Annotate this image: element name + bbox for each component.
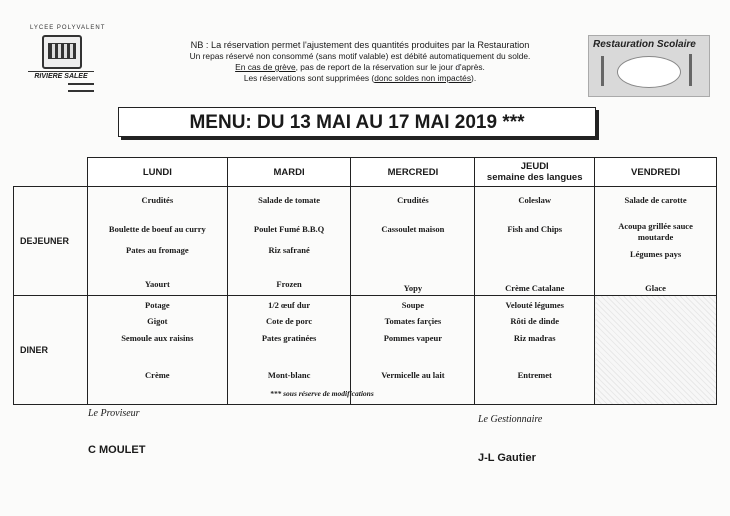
note-line-1: NB : La réservation permet l'ajustement des quantités produites par la Restauration xyxy=(190,40,530,50)
menu-title: MENU: DU 13 MAI AU 17 MAI 2019 *** xyxy=(118,107,596,137)
menu-cell xyxy=(87,296,227,405)
meal-row-label: DINER xyxy=(14,296,88,405)
gestionnaire-name: J-L Gautier xyxy=(478,452,536,464)
meal-row-label: DEJEUNER xyxy=(14,187,88,296)
day-header-mercredi xyxy=(351,158,475,187)
note-line-4b: ). xyxy=(471,73,477,83)
dish-item: Vermicelle au lait xyxy=(381,370,445,380)
dish-item: Tomates farçies xyxy=(384,316,442,326)
menu-table xyxy=(13,157,717,405)
dish-item: Cote de porc xyxy=(266,316,313,326)
day-name: VENDREDI xyxy=(631,166,681,178)
note-line-2: Un repas réservé non consommé (sans motif valable) est débité automatiquement du solde. xyxy=(189,51,531,61)
dish-item: Riz safrané xyxy=(268,245,310,255)
logo-town: RIVIERE SALEE xyxy=(28,71,94,80)
school-building-icon xyxy=(42,35,82,69)
note-line-4 xyxy=(140,73,580,84)
day-header-lundi xyxy=(87,158,227,187)
meal-row-dejeuner xyxy=(14,187,717,296)
dish-item: Frozen xyxy=(276,279,302,289)
day-header-mardi xyxy=(227,158,351,187)
school-logo xyxy=(28,25,106,89)
day-name: MARDI xyxy=(273,166,305,178)
reservation-notes xyxy=(140,40,580,84)
dish-item: Coleslaw xyxy=(518,195,552,205)
dish-item: Soupe xyxy=(401,300,424,310)
logo-arc-text: LYCEE POLYVALENT xyxy=(30,25,106,31)
badge-title: Restauration Scolaire xyxy=(593,39,696,50)
dish-item: Pates au fromage xyxy=(126,245,189,255)
note-line-4u: donc soldes non impactés xyxy=(374,73,472,83)
note-line-4a: Les réservations sont supprimées ( xyxy=(243,73,375,83)
note-strike-text: , pas de report de la réservation sur le jour d'après. xyxy=(295,62,485,72)
dish-item: Salade de carotte xyxy=(624,195,687,205)
menu-cell xyxy=(475,296,595,405)
day-name: LUNDI xyxy=(142,166,172,178)
day-header-row xyxy=(14,158,717,187)
dish-item: Fish and Chips xyxy=(507,224,563,234)
note-line-3 xyxy=(140,62,580,73)
dish-item: Pommes vapeur xyxy=(383,333,443,343)
dish-item: Entremet xyxy=(517,370,552,380)
menu-cell xyxy=(351,187,475,296)
fork-icon xyxy=(601,56,604,86)
day-name: JEUDI xyxy=(520,161,549,172)
menu-cell xyxy=(87,187,227,296)
dish-item: Velouté légumes xyxy=(505,300,564,310)
menu-cell xyxy=(227,187,351,296)
dish-item: Crudités xyxy=(397,195,429,205)
dish-item: Salade de tomate xyxy=(258,195,321,205)
day-subtitle: semaine des langues xyxy=(486,172,583,183)
dish-item: Yaourt xyxy=(144,279,170,289)
dish-item: Glace xyxy=(645,283,666,293)
day-header-vendredi xyxy=(595,158,717,187)
note-strike-label: En cas de grève xyxy=(235,62,296,72)
proviseur-role: Le Proviseur xyxy=(88,408,140,419)
dish-item: Boulette de boeuf au curry xyxy=(108,224,206,234)
dish-item: Yopy xyxy=(403,283,423,293)
dish-item: Mont-blanc xyxy=(267,370,311,380)
restauration-badge xyxy=(588,35,710,97)
dish-item: Poulet Fumé B.B.Q xyxy=(253,224,325,234)
dish-item: Pates gratinées xyxy=(261,333,317,343)
logo-lines xyxy=(68,83,94,92)
proviseur-name: C MOULET xyxy=(88,444,146,456)
menu-cell xyxy=(475,187,595,296)
menu-cell xyxy=(595,187,717,296)
dish-item: Cassoulet maison xyxy=(381,224,445,234)
dish-item: Gigot xyxy=(147,316,168,326)
reserve-note: *** sous réserve de modifications xyxy=(270,389,374,398)
dish-item: Crème xyxy=(145,370,170,380)
dish-item: moutarde xyxy=(637,232,674,242)
dish-item: Semoule aux raisins xyxy=(121,333,194,343)
dish-item: Acoupa grillée sauce xyxy=(618,221,693,231)
menu-cell xyxy=(595,296,717,405)
gestionnaire-role: Le Gestionnaire xyxy=(478,414,543,425)
dish-item: Rôti de dinde xyxy=(510,316,560,326)
day-header-jeudi xyxy=(475,158,595,187)
dish-item: Légumes pays xyxy=(629,249,682,259)
knife-icon xyxy=(689,54,692,86)
dish-item: Crudités xyxy=(141,195,174,205)
plate-icon xyxy=(617,56,681,88)
day-name: MERCREDI xyxy=(387,166,439,178)
dish-item: Crème Catalane xyxy=(505,283,565,293)
dish-item: Riz madras xyxy=(513,333,556,343)
header-corner xyxy=(14,158,88,187)
dish-item: 1/2 œuf dur xyxy=(268,300,311,310)
dish-item: Potage xyxy=(145,300,170,310)
